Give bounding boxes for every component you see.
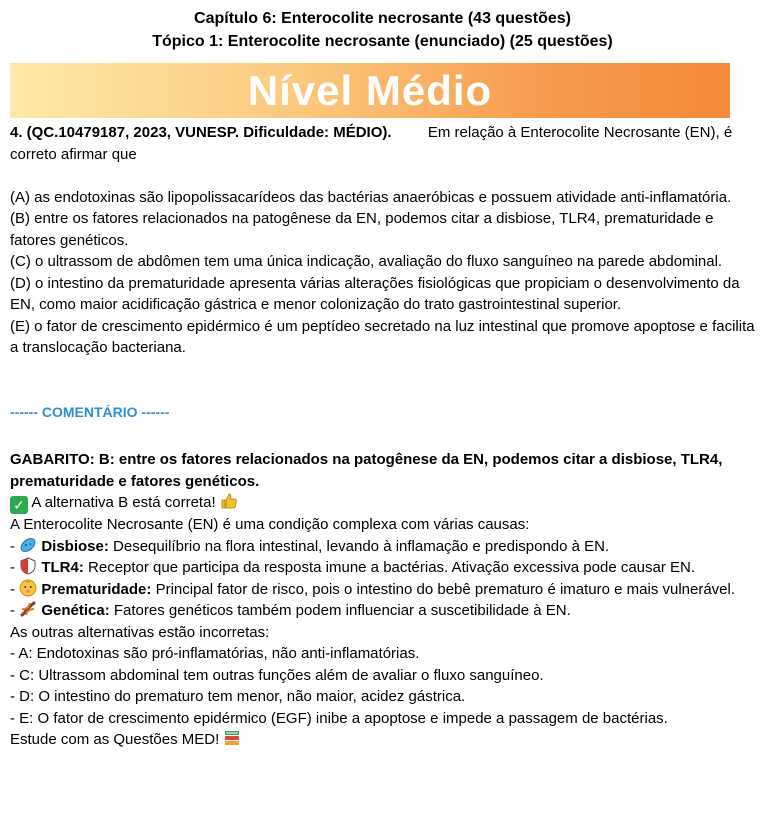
answer-key: GABARITO: B: entre os fatores relacionados na patogênese da EN, podemos citar a disbiose, TLR4, prematuridade e fatores genéticos. [10,451,723,490]
causes-intro: A Enterocolite Necrosante (EN) é uma condição complexa com várias causas: [10,516,530,533]
correct-line [10,492,755,514]
chapter-header [0,0,765,53]
factor-disbiose: - Disbiose: Desequilíbrio na flora intestinal, levando à inflamação e predispondo à EN. [10,537,610,555]
microbe-icon [19,536,37,554]
factor-prematuridade: - Prematuridade: Principal fator de risco, pois o intestino do bebê prematuro é imaturo e mais vulnerável. [10,580,736,598]
thumbs-up-icon [220,492,238,510]
incorrect-c: - C: Ultrassom abdominal tem outras funções além de avaliar o fluxo sanguíneo. [10,666,544,684]
factor-tlr4: - TLR4: Receptor que participa da resposta imune a bactérias. Ativação excessiva pode causar EN. [10,559,696,576]
books-icon [223,729,241,747]
factor-text: Receptor que participa da resposta imune a bactérias. Ativação excessiva pode causar EN. [88,559,696,576]
factor-text: Desequilíbrio na flora intestinal, levando à inflamação e predispondo à EN. [113,537,610,555]
incorrect-d: - D: O intestino do prematuro tem menor, não maior, acidez gástrica. [10,688,466,705]
factor-term: TLR4: [41,559,84,576]
incorrect-a: - A: Endotoxinas são pró-inflamatórias, não anti-inflamatórias. [10,645,420,662]
option-a: (A) as endotoxinas são lipopolissacarídeos das bactérias anaeróbicas e possuem atividade anti-inflamatória. [10,188,732,206]
incorrect-e: - E: O fator de crescimento epidérmico (EGF) inibe a apoptose e impede a passagem de bactérias. [10,709,668,727]
factor-text: Principal fator de risco, pois o intestino do bebê prematuro é imaturo e mais vulnerável. [155,580,736,598]
factor-term: Genética: [41,602,110,619]
check-icon: ✓ [10,496,28,514]
factor-text: Fatores genéticos também podem influenciar a suscetibilidade à EN. [113,602,571,619]
factor-term: Prematuridade: [41,580,152,598]
difficulty-banner-text: Nível Médio [247,66,493,114]
option-c: (C) o ultrassom de abdômen tem uma única indicação, avaliação do fluxo sanguíneo na parede abdominal. [10,253,723,270]
comment-label: ------ COMENTÁRIO ------ [10,403,170,420]
others-intro: As outras alternativas estão incorretas: [10,623,270,641]
factor-term: Disbiose: [41,537,109,555]
question-id: 4. (QC.10479187, 2023, VUNESP. Dificuldade: MÉDIO). [10,124,392,141]
correct-line-text: A alternativa B está correta! [31,494,216,511]
question-content [0,122,765,751]
factor-genetica: - Genética: Fatores genéticos também podem influenciar a suscetibilidade à EN. [10,602,571,619]
option-e: (E) o fator de crescimento epidérmico é um peptídeo secretado na luz intestinal que promove apoptose e facilita a translocação bacteriana. [10,317,755,356]
option-b: (B) entre os fatores relacionados na patogênese da EN, podemos citar a disbiose, TLR4, prematuridade e fatores genéticos. [10,210,714,249]
option-d: (D) o intestino da prematuridade apresenta várias alterações fisiológicas que propiciam o desenvolvimento da EN, como maior acidificação gástrica e menor colonização do trato gastrointestinal superior. [10,274,740,313]
baby-icon [19,579,37,597]
shield-icon [19,557,37,575]
closing-line [10,729,755,751]
dna-icon [19,600,37,618]
question-header [10,122,755,165]
closing-text: Estude com as Questões MED! [10,731,220,748]
topic-title: Tópico 1: Enterocolite necrosante (enunciado) (25 questões) [152,33,613,50]
difficulty-banner [10,63,730,118]
chapter-title: Capítulo 6: Enterocolite necrosante (43 questões) [194,10,571,27]
question-statement: Em relação à Enterocolite Necrosante (EN), é correto afirmar que [10,124,733,163]
